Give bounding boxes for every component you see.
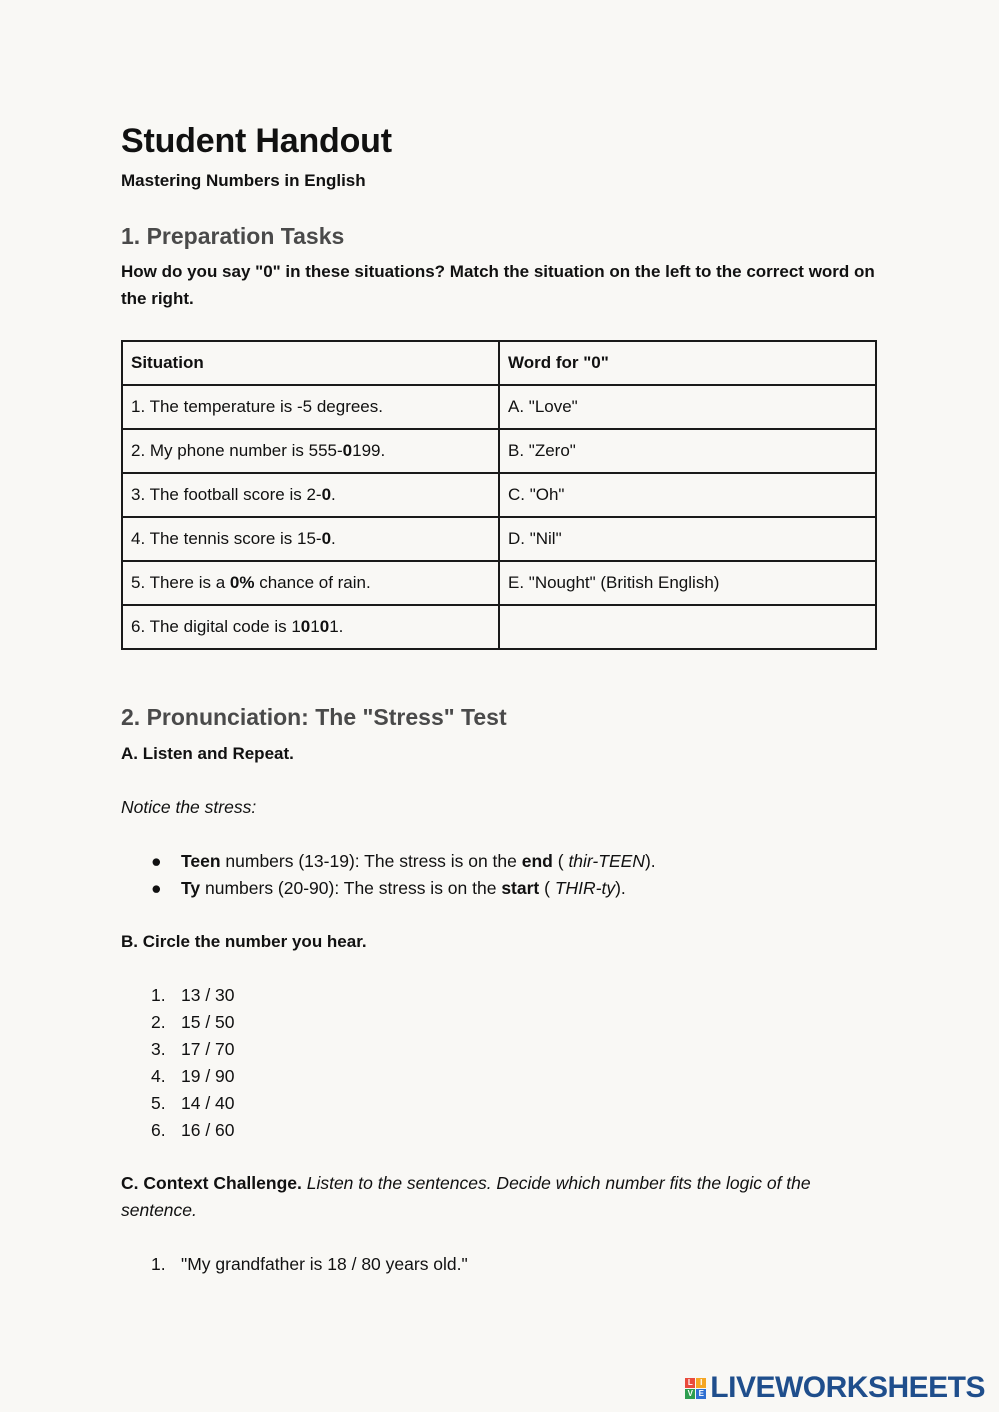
matching-table [121, 340, 877, 650]
logo-mark-icon [685, 1378, 706, 1399]
context-list [121, 1251, 877, 1278]
page-subtitle: Mastering Numbers in English [121, 171, 366, 190]
list-item[interactable]: 5. 14 / 40 [151, 1093, 235, 1113]
situation-cell: 4. The tennis score is 15-0. [122, 517, 499, 561]
section-2-heading: 2. Pronunciation: The "Stress" Test [121, 704, 507, 730]
bullet-icon: ● [151, 878, 162, 898]
list-item: ● Ty numbers (20-90): The stress is on the start ( THIR-ty). [121, 875, 877, 902]
table-row [122, 385, 876, 429]
word-cell: B. "Zero" [499, 429, 876, 473]
part-a-title: A. Listen and Repeat. [121, 744, 294, 763]
part-c-title: C. Context Challenge. [121, 1173, 302, 1193]
table-row [122, 429, 876, 473]
situation-cell: 1. The temperature is -5 degrees. [122, 385, 499, 429]
page-title: Student Handout [121, 122, 392, 160]
part-b-title: B. Circle the number you hear. [121, 932, 367, 951]
situation-cell: 6. The digital code is 10101. [122, 605, 499, 649]
logo-mark-v: V [685, 1389, 695, 1399]
logo-text: LIVEWORKSHEETS [710, 1371, 985, 1404]
logo-mark-i: I [696, 1378, 706, 1388]
table-row [122, 517, 876, 561]
list-item: ● Teen numbers (13-19): The stress is on the end ( thir-TEEN). [121, 848, 877, 875]
liveworksheets-logo[interactable] [685, 1372, 985, 1404]
word-cell: D. "Nil" [499, 517, 876, 561]
word-cell-empty[interactable] [499, 605, 876, 649]
situation-cell: 5. There is a 0% chance of rain. [122, 561, 499, 605]
list-item[interactable]: 1. 13 / 30 [151, 985, 235, 1005]
table-row [122, 561, 876, 605]
table-header-situation: Situation [122, 341, 499, 385]
listening-list [121, 982, 877, 1144]
stress-rules-list [121, 848, 877, 902]
word-cell: A. "Love" [499, 385, 876, 429]
list-item[interactable]: 4. 19 / 90 [151, 1066, 235, 1086]
logo-mark-e: E [696, 1389, 706, 1399]
table-header-row [122, 341, 876, 385]
worksheet-page [121, 118, 877, 1278]
situation-cell: 2. My phone number is 555-0199. [122, 429, 499, 473]
table-row [122, 605, 876, 649]
list-item[interactable]: 6. 16 / 60 [151, 1120, 235, 1140]
list-item[interactable]: 2. 15 / 50 [151, 1012, 235, 1032]
list-item[interactable]: 1. "My grandfather is 18 / 80 years old." [151, 1254, 468, 1274]
word-cell: C. "Oh" [499, 473, 876, 517]
table-header-word: Word for "0" [499, 341, 876, 385]
situation-cell: 3. The football score is 2-0. [122, 473, 499, 517]
table-row [122, 473, 876, 517]
list-item[interactable]: 3. 17 / 70 [151, 1039, 235, 1059]
part-a-note: Notice the stress: [121, 797, 257, 817]
section-1-heading: 1. Preparation Tasks [121, 223, 345, 249]
word-cell: E. "Nought" (British English) [499, 561, 876, 605]
bullet-icon: ● [151, 851, 162, 871]
logo-mark-l: L [685, 1378, 695, 1388]
section-1-instruction: How do you say "0" in these situations? Match the situation on the left to the correct word on the right. [121, 262, 875, 308]
part-c-instruction: Listen to the sentences. Decide which number fits the logic of the sentence. [121, 1173, 811, 1220]
part-c-paragraph [121, 1170, 877, 1224]
